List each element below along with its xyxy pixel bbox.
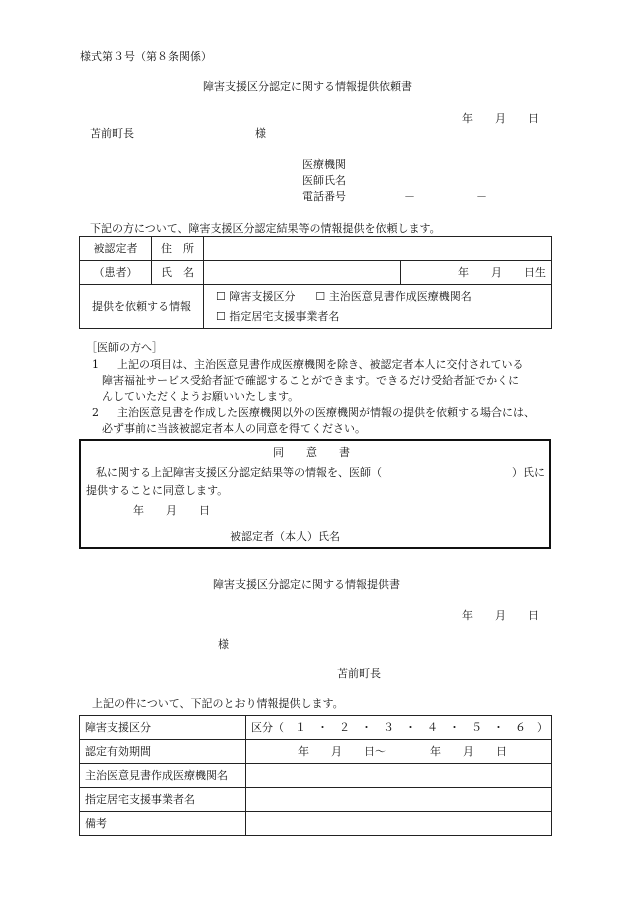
notes-heading: ［医師の方へ］ bbox=[86, 341, 163, 354]
response-sender: 苫前町長 bbox=[337, 667, 381, 680]
consent-date: 年 月 日 bbox=[133, 504, 210, 517]
request-table bbox=[79, 236, 552, 329]
response-table bbox=[79, 715, 552, 836]
request-title: 障害支援区分認定に関する情報提供依頼書 bbox=[203, 80, 412, 93]
phone-label: 電話番号 bbox=[302, 190, 346, 203]
medical-institution-label: 医療機関 bbox=[302, 158, 346, 171]
response-intro: 上記の件について、下記のとおり情報提供します。 bbox=[92, 697, 344, 710]
note-1-line-1: 上記の項目は、主治医意見書作成医療機関を除き、被認定者本人に交付されている bbox=[117, 358, 524, 371]
consent-line-1-end: ）氏に bbox=[512, 466, 545, 479]
response-honorific: 様 bbox=[218, 638, 229, 651]
row-label-disability-category: 障害支援区分 bbox=[80, 716, 246, 740]
subject-label: 被認定者 bbox=[80, 237, 152, 261]
note-1-number: 1 bbox=[92, 358, 99, 371]
patient-label: （患者） bbox=[80, 261, 152, 285]
consent-line-2: 提供することに同意します。 bbox=[86, 484, 229, 497]
form-number: 様式第３号（第８条関係） bbox=[80, 50, 212, 63]
addressee: 苫前町長 bbox=[90, 127, 134, 140]
option-disability-category[interactable]: ☐ 障害支援区分 bbox=[216, 289, 296, 303]
response-title: 障害支援区分認定に関する情報提供書 bbox=[213, 578, 400, 591]
row-label-medical-institution: 主治医意見書作成医療機関名 bbox=[80, 764, 246, 788]
note-2-number: 2 bbox=[92, 406, 99, 419]
row-label-validity-period: 認定有効期間 bbox=[80, 740, 246, 764]
row-label-remarks: 備考 bbox=[80, 812, 246, 836]
phone-dash-1: － bbox=[404, 190, 415, 203]
option-home-support-provider[interactable]: ☐ 指定居宅支援事業者名 bbox=[216, 309, 340, 323]
address-field[interactable] bbox=[204, 237, 552, 261]
request-date: 年 月 日 bbox=[462, 112, 539, 125]
request-intro: 下記の方について、障害支援区分認定結果等の情報提供を依頼します。 bbox=[90, 222, 441, 235]
info-request-options bbox=[204, 285, 552, 329]
response-date: 年 月 日 bbox=[462, 609, 539, 622]
row-label-home-support-provider: 指定居宅支援事業者名 bbox=[80, 788, 246, 812]
row-value-remarks[interactable] bbox=[246, 812, 552, 836]
row-value-home-support-provider[interactable] bbox=[246, 788, 552, 812]
note-1-line-2: 障害福祉サービス受給者証で確認することができます。できるだけ受給者証でかくに bbox=[102, 374, 520, 387]
info-request-label: 提供を依頼する情報 bbox=[80, 285, 204, 329]
addressee-honorific: 様 bbox=[255, 127, 266, 140]
name-label: 氏 名 bbox=[152, 261, 204, 285]
name-field[interactable] bbox=[204, 261, 401, 285]
note-2-line-1: 主治医意見書を作成した医療機関以外の医療機関が情報の提供を依頼する場合には、 bbox=[117, 406, 535, 419]
row-value-validity-period[interactable]: 年 月 日～ 年 月 日 bbox=[246, 740, 552, 764]
row-value-disability-category[interactable]: 区分（ １ ・ ２ ・ ３ ・ ４ ・ ５ ・ ６ ） bbox=[246, 716, 552, 740]
birth-date-field[interactable]: 年 月 日生 bbox=[401, 261, 552, 285]
note-2-line-2: 必ず事前に当該被認定者本人の同意を得てください。 bbox=[102, 422, 366, 435]
consent-title: 同 意 書 bbox=[273, 446, 350, 459]
phone-dash-2: － bbox=[476, 190, 487, 203]
note-1-line-3: んしていただくようお願いいたします。 bbox=[102, 390, 300, 403]
consent-line-1: 私に関する上記障害支援区分認定結果等の情報を、医師（ bbox=[96, 466, 382, 479]
option-medical-institution[interactable]: ☐ 主治医意見書作成医療機関名 bbox=[315, 289, 472, 303]
address-label: 住 所 bbox=[152, 237, 204, 261]
doctor-name-label: 医師氏名 bbox=[302, 174, 346, 187]
row-value-medical-institution[interactable] bbox=[246, 764, 552, 788]
consent-signer-label: 被認定者（本人）氏名 bbox=[230, 530, 340, 543]
